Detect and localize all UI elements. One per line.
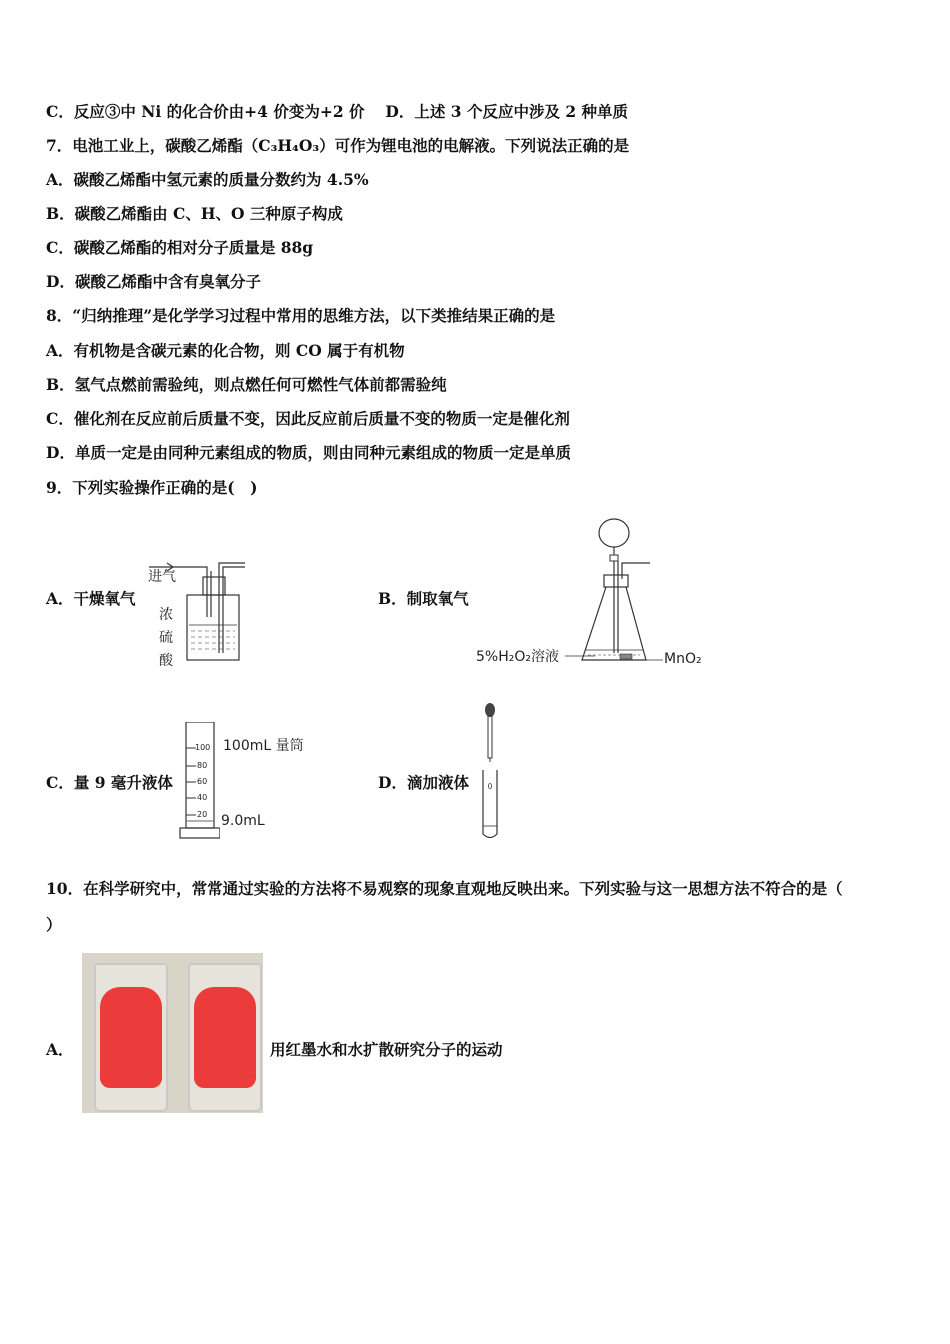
question-10-close: ）: [46, 915, 62, 934]
cylinder-name-label: 100mL 量筒: [223, 738, 304, 754]
ink-diffusion-photo: [82, 953, 263, 1113]
q9-option-b-label: B．制取氧气: [378, 589, 469, 608]
left-glass: [94, 963, 168, 1112]
q9-option-c-label: C．量 9 毫升液体: [46, 773, 173, 792]
figure-conical-flask: [570, 515, 660, 670]
cylinder-tick-40: 40: [197, 793, 208, 802]
wash-bottle-inlet-label: 进气: [148, 569, 176, 585]
q7-option-a: A．碳酸乙烯酯中氢元素的质量分数约为 4.5%: [46, 170, 369, 189]
question-10: 10．在科学研究中，常常通过实验的方法将不易观察的现象直观地反映出来。下列实验与这一思想方法不符合的是（: [46, 879, 843, 898]
cylinder-tick-20: 20: [197, 810, 208, 819]
wash-bottle-acid-label-1: 浓: [159, 607, 173, 623]
q8-option-a: A．有机物是含碳元素的化合物，则 CO 属于有机物: [46, 341, 405, 360]
q8-option-d: D．单质一定是由同种元素组成的物质，则由同种元素组成的物质一定是单质: [46, 443, 571, 462]
cylinder-tick-100: 100: [195, 743, 211, 752]
flask-label-lines: [565, 650, 665, 664]
q8-option-c: C．催化剂在反应前后质量不变，因此反应前后质量不变的物质一定是催化剂: [46, 409, 570, 428]
flask-solution-label: 5%H₂O₂溶液: [476, 649, 559, 665]
wash-bottle-acid-label-3: 酸: [159, 653, 173, 669]
right-glass: [188, 963, 262, 1112]
question-8: 8．“归纳推理”是化学学习过程中常用的思维方法，以下类推结果正确的是: [46, 306, 556, 325]
figure-dropper-test-tube: [478, 702, 504, 842]
q10-option-a-label: A．: [46, 1040, 74, 1059]
cylinder-tick-60: 60: [197, 777, 208, 786]
cylinder-reading-label: 9.0mL: [221, 813, 265, 829]
q8-option-b: B．氢气点燃前需验纯，则点燃任何可燃性气体前都需验纯: [46, 375, 447, 394]
q9-option-a-label: A．干燥氧气: [46, 589, 136, 608]
q7-option-c: C．碳酸乙烯酯的相对分子质量是 88g: [46, 238, 314, 257]
q9-option-d-label: D．滴加液体: [378, 773, 469, 792]
flask-catalyst-label: MnO₂: [664, 651, 702, 667]
question-7: 7．电池工业上，碳酸乙烯酯（C₃H₄O₃）可作为锂电池的电解液。下列说法正确的是: [46, 136, 630, 155]
q10-option-a-text: 用红墨水和水扩散研究分子的运动: [270, 1040, 503, 1059]
question-9: 9．下列实验操作正确的是( ): [46, 478, 258, 497]
q7-option-d: D．碳酸乙烯酯中含有臭氧分子: [46, 272, 261, 291]
q6-options-cd: C．反应③中 Ni 的化合价由+4 价变为+2 价 D．上述 3 个反应中涉及 2 种单质: [46, 102, 629, 121]
q7-option-b: B．碳酸乙烯酯由 C、H、O 三种原子构成: [46, 204, 343, 223]
cylinder-tick-80: 80: [197, 761, 208, 770]
wash-bottle-acid-label-2: 硫: [159, 630, 173, 646]
